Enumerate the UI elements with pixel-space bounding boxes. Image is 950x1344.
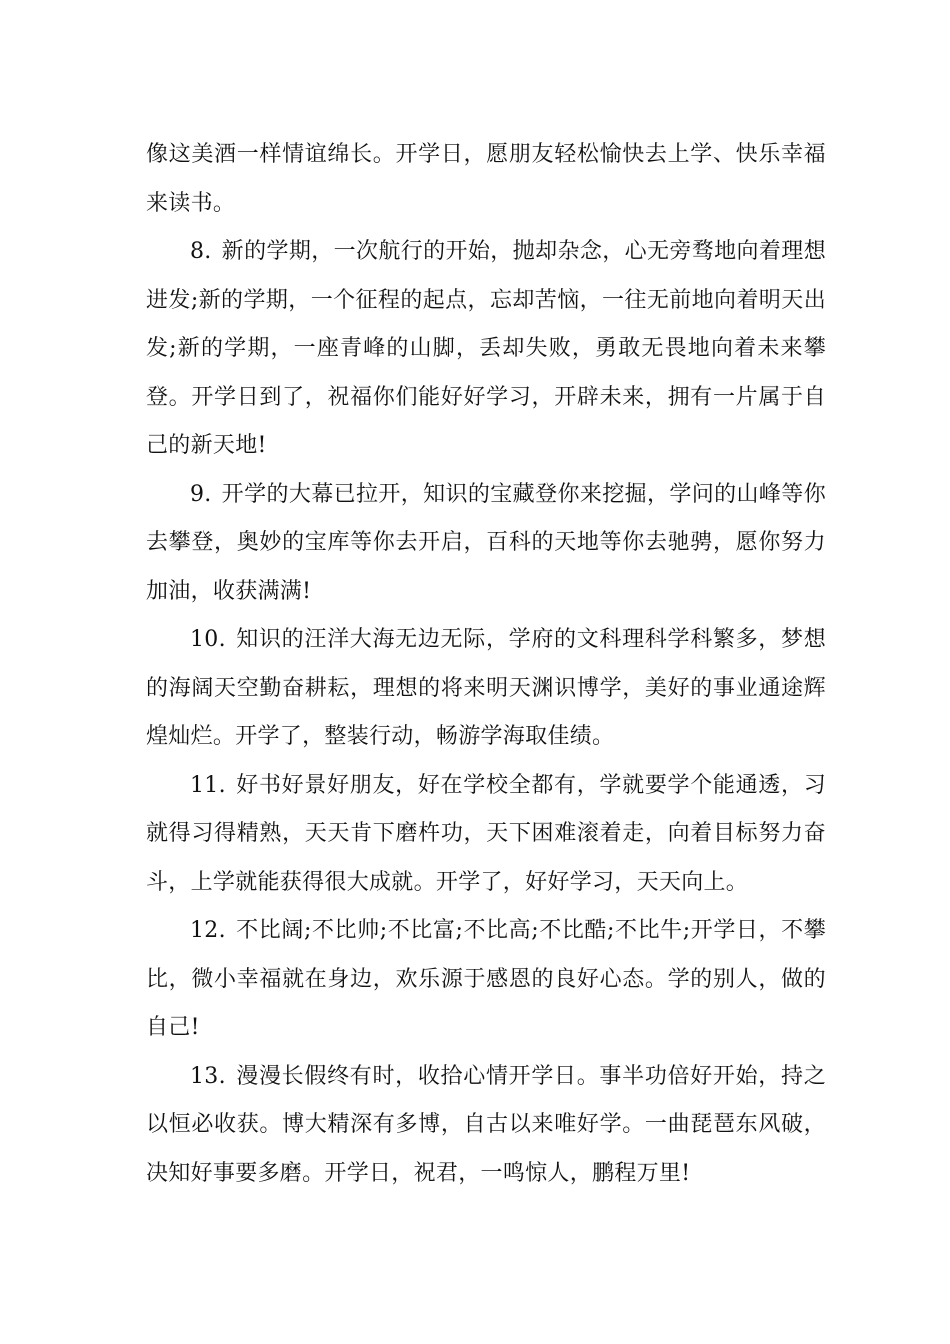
paragraph-number: 11. bbox=[190, 772, 226, 798]
paragraph-text: 新的学期，一次航行的开始，抛却杂念，心无旁骛地向着理想进发;新的学期，一个征程的起点，忘却苦恼，一往无前地向着明天出发;新的学期，一座青峰的山脚，丢却失败，勇敢无畏地向着未来攀登。开学日到了，祝福你们能好好学习，开辟未来，拥有一片属于自己的新天地! bbox=[146, 239, 826, 458]
paragraph-text: 开学的大幕已拉开，知识的宝藏登你来挖掘，学问的山峰等你去攀登，奥妙的宝库等你去开启，百科的天地等你去驰骋，愿你努力加油，收获满满! bbox=[146, 481, 826, 604]
paragraph-continued bbox=[146, 131, 826, 228]
document-body bbox=[146, 131, 826, 1198]
paragraph-number: 12. bbox=[190, 918, 226, 943]
paragraph-number: 13. bbox=[190, 1063, 226, 1089]
paragraph-text: 好书好景好朋友，好在学校全都有，学就要学个能通透，习就得习得精熟，天天肯下磨杵功，天下困难滚着走，向着目标努力奋斗，上学就能获得很大成就。开学了，好好学习，天天向上。 bbox=[146, 772, 826, 895]
paragraph-number: 8. bbox=[190, 239, 212, 264]
paragraph-9 bbox=[146, 471, 826, 617]
paragraph-text: 知识的汪洋大海无边无际，学府的文科理科学科繁多，梦想的海阔天空勤奋耕耘，理想的将来明天渊识博学，美好的事业通途辉煌灿烂。开学了，整装行动，畅游学海取佳绩。 bbox=[146, 627, 826, 749]
paragraph-12 bbox=[146, 907, 826, 1053]
paragraph-number: 9. bbox=[190, 481, 212, 507]
paragraph-text: 漫漫长假终有时，收拾心情开学日。事半功倍好开始，持之以恒必收获。博大精深有多博，自古以来唯好学。一曲琵琶东风破，决知好事要多磨。开学日，祝君，一鸣惊人，鹏程万里! bbox=[146, 1063, 826, 1186]
paragraph-10 bbox=[146, 616, 826, 762]
paragraph-13 bbox=[146, 1053, 826, 1199]
paragraph-11 bbox=[146, 762, 826, 908]
paragraph-text: 不比阔;不比帅;不比富;不比高;不比酷;不比牛;开学日，不攀比，微小幸福就在身边，欢乐源于感恩的良好心态。学的别人，做的自己! bbox=[146, 918, 826, 1040]
paragraph-number: 10. bbox=[190, 627, 226, 652]
paragraph-text: 像这美酒一样情谊绵长。开学日，愿朋友轻松愉快去上学、快乐幸福来读书。 bbox=[146, 142, 826, 216]
paragraph-8 bbox=[146, 228, 826, 471]
